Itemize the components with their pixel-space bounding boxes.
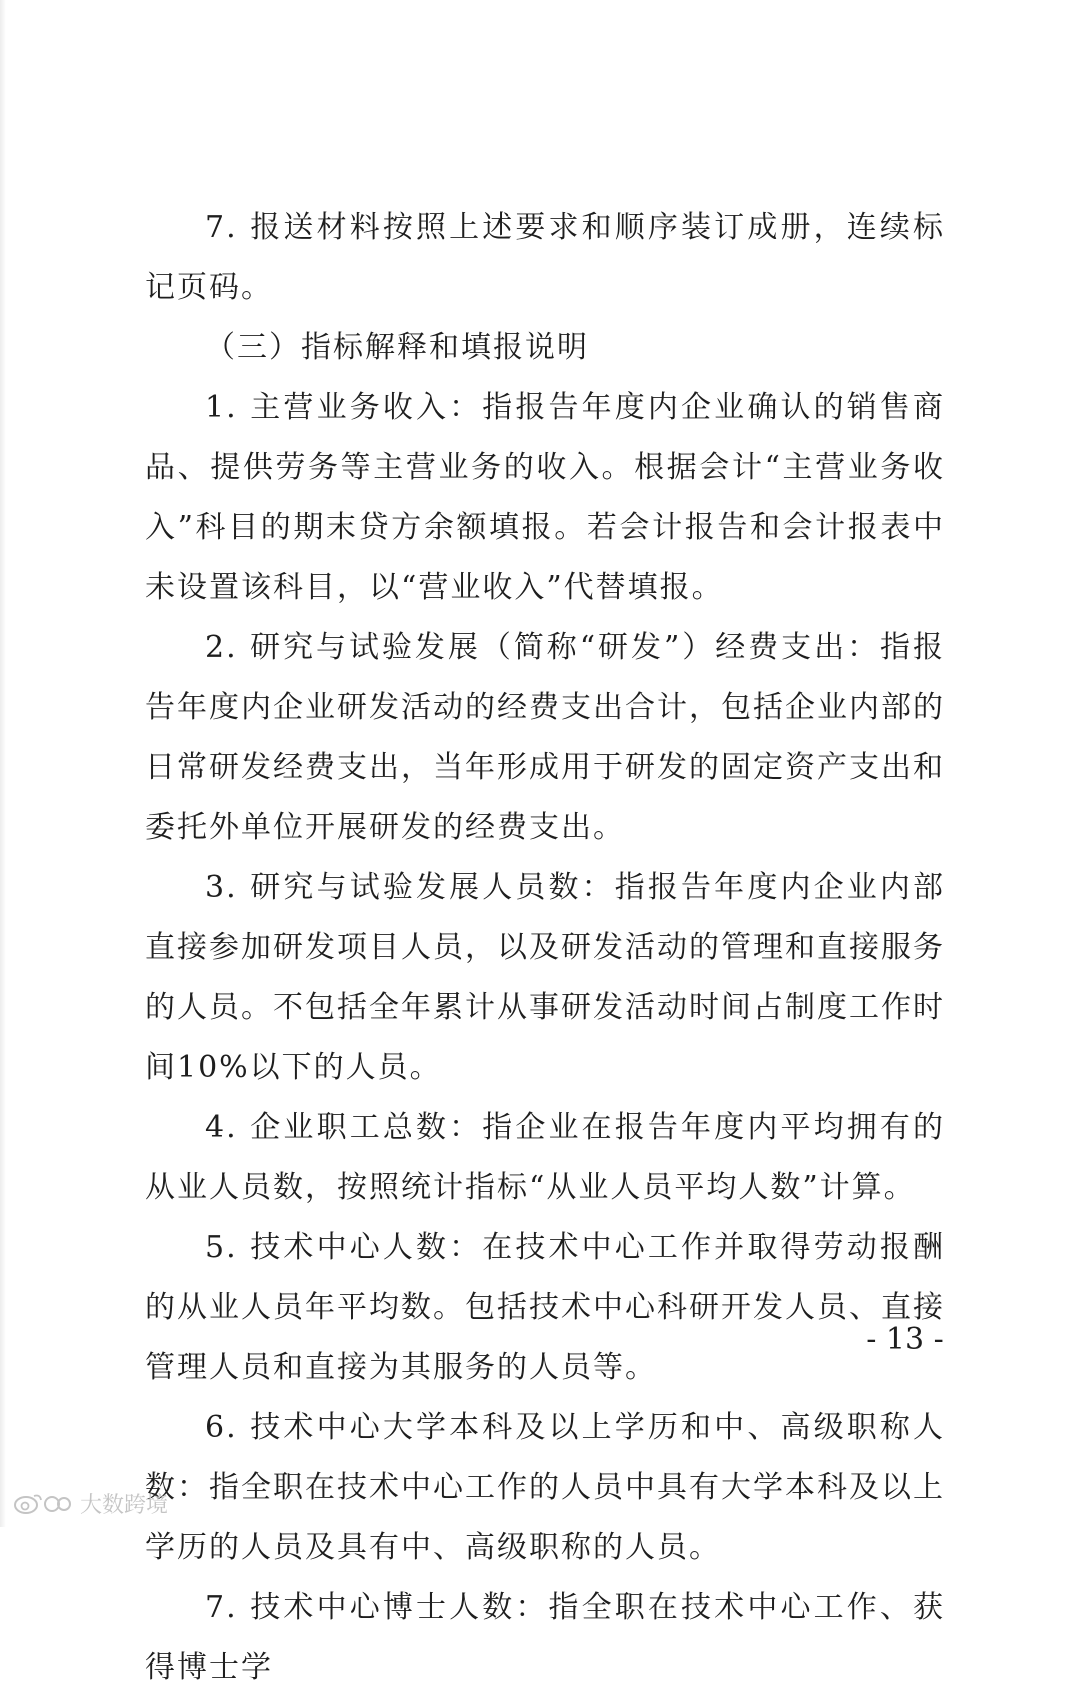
watermark (12, 1488, 168, 1518)
paragraph-rd-expenditure: 2. 研究与试验发展（简称“研发”）经费支出：指报告年度内企业研发活动的经费支出合计，包括企业内部的日常研发经费支出，当年形成用于研发的固定资产支出和委托外单位开展研发的经费支出。 (145, 630, 945, 845)
paragraph-total-employees: 4. 企业职工总数：指企业在报告年度内平均拥有的从业人员数，按照统计指标“从业人员平均人数”计算。 (145, 1110, 945, 1205)
paragraph-binding-requirement: 7. 报送材料按照上述要求和顺序装订成册，连续标记页码。 (145, 210, 945, 305)
paragraph-tech-center-staff: 5. 技术中心人数：在技术中心工作并取得劳动报酬的从业人员年平均数。包括技术中心科研开发人员、直接管理人员和直接为其服务的人员等。 (145, 1230, 945, 1385)
paragraph-tech-center-degrees: 6. 技术中心大学本科及以上学历和中、高级职称人数：指全职在技术中心工作的人员中具有大学本科及以上学历的人员及具有中、高级职称的人员。 (145, 1410, 945, 1565)
paragraph-main-business-income: 1. 主营业务收入：指报告年度内企业确认的销售商品、提供劳务等主营业务的收入。根据会计“主营业务收入”科目的期末贷方余额填报。若会计报告和会计报表中未设置该科目，以“营业收入”代替填报。 (145, 390, 945, 605)
section-heading: （三）指标解释和填报说明 (205, 330, 589, 365)
paragraph-tech-center-phd: 7. 技术中心博士人数：指全职在技术中心工作、获得博士学 (145, 1590, 945, 1685)
paragraph-rd-personnel: 3. 研究与试验发展人员数：指报告年度内企业内部直接参加研发项目人员，以及研发活动的管理和直接服务的人员。不包括全年累计从事研发活动时间占制度工作时间10%以下的人员。 (145, 870, 945, 1085)
scan-edge-shadow (0, 0, 6, 1527)
weibo-logo-icon (12, 1490, 72, 1516)
watermark-text: 大数跨境 (80, 1492, 169, 1518)
page-number: - 13 - (866, 1322, 944, 1357)
document-body (145, 198, 945, 1698)
